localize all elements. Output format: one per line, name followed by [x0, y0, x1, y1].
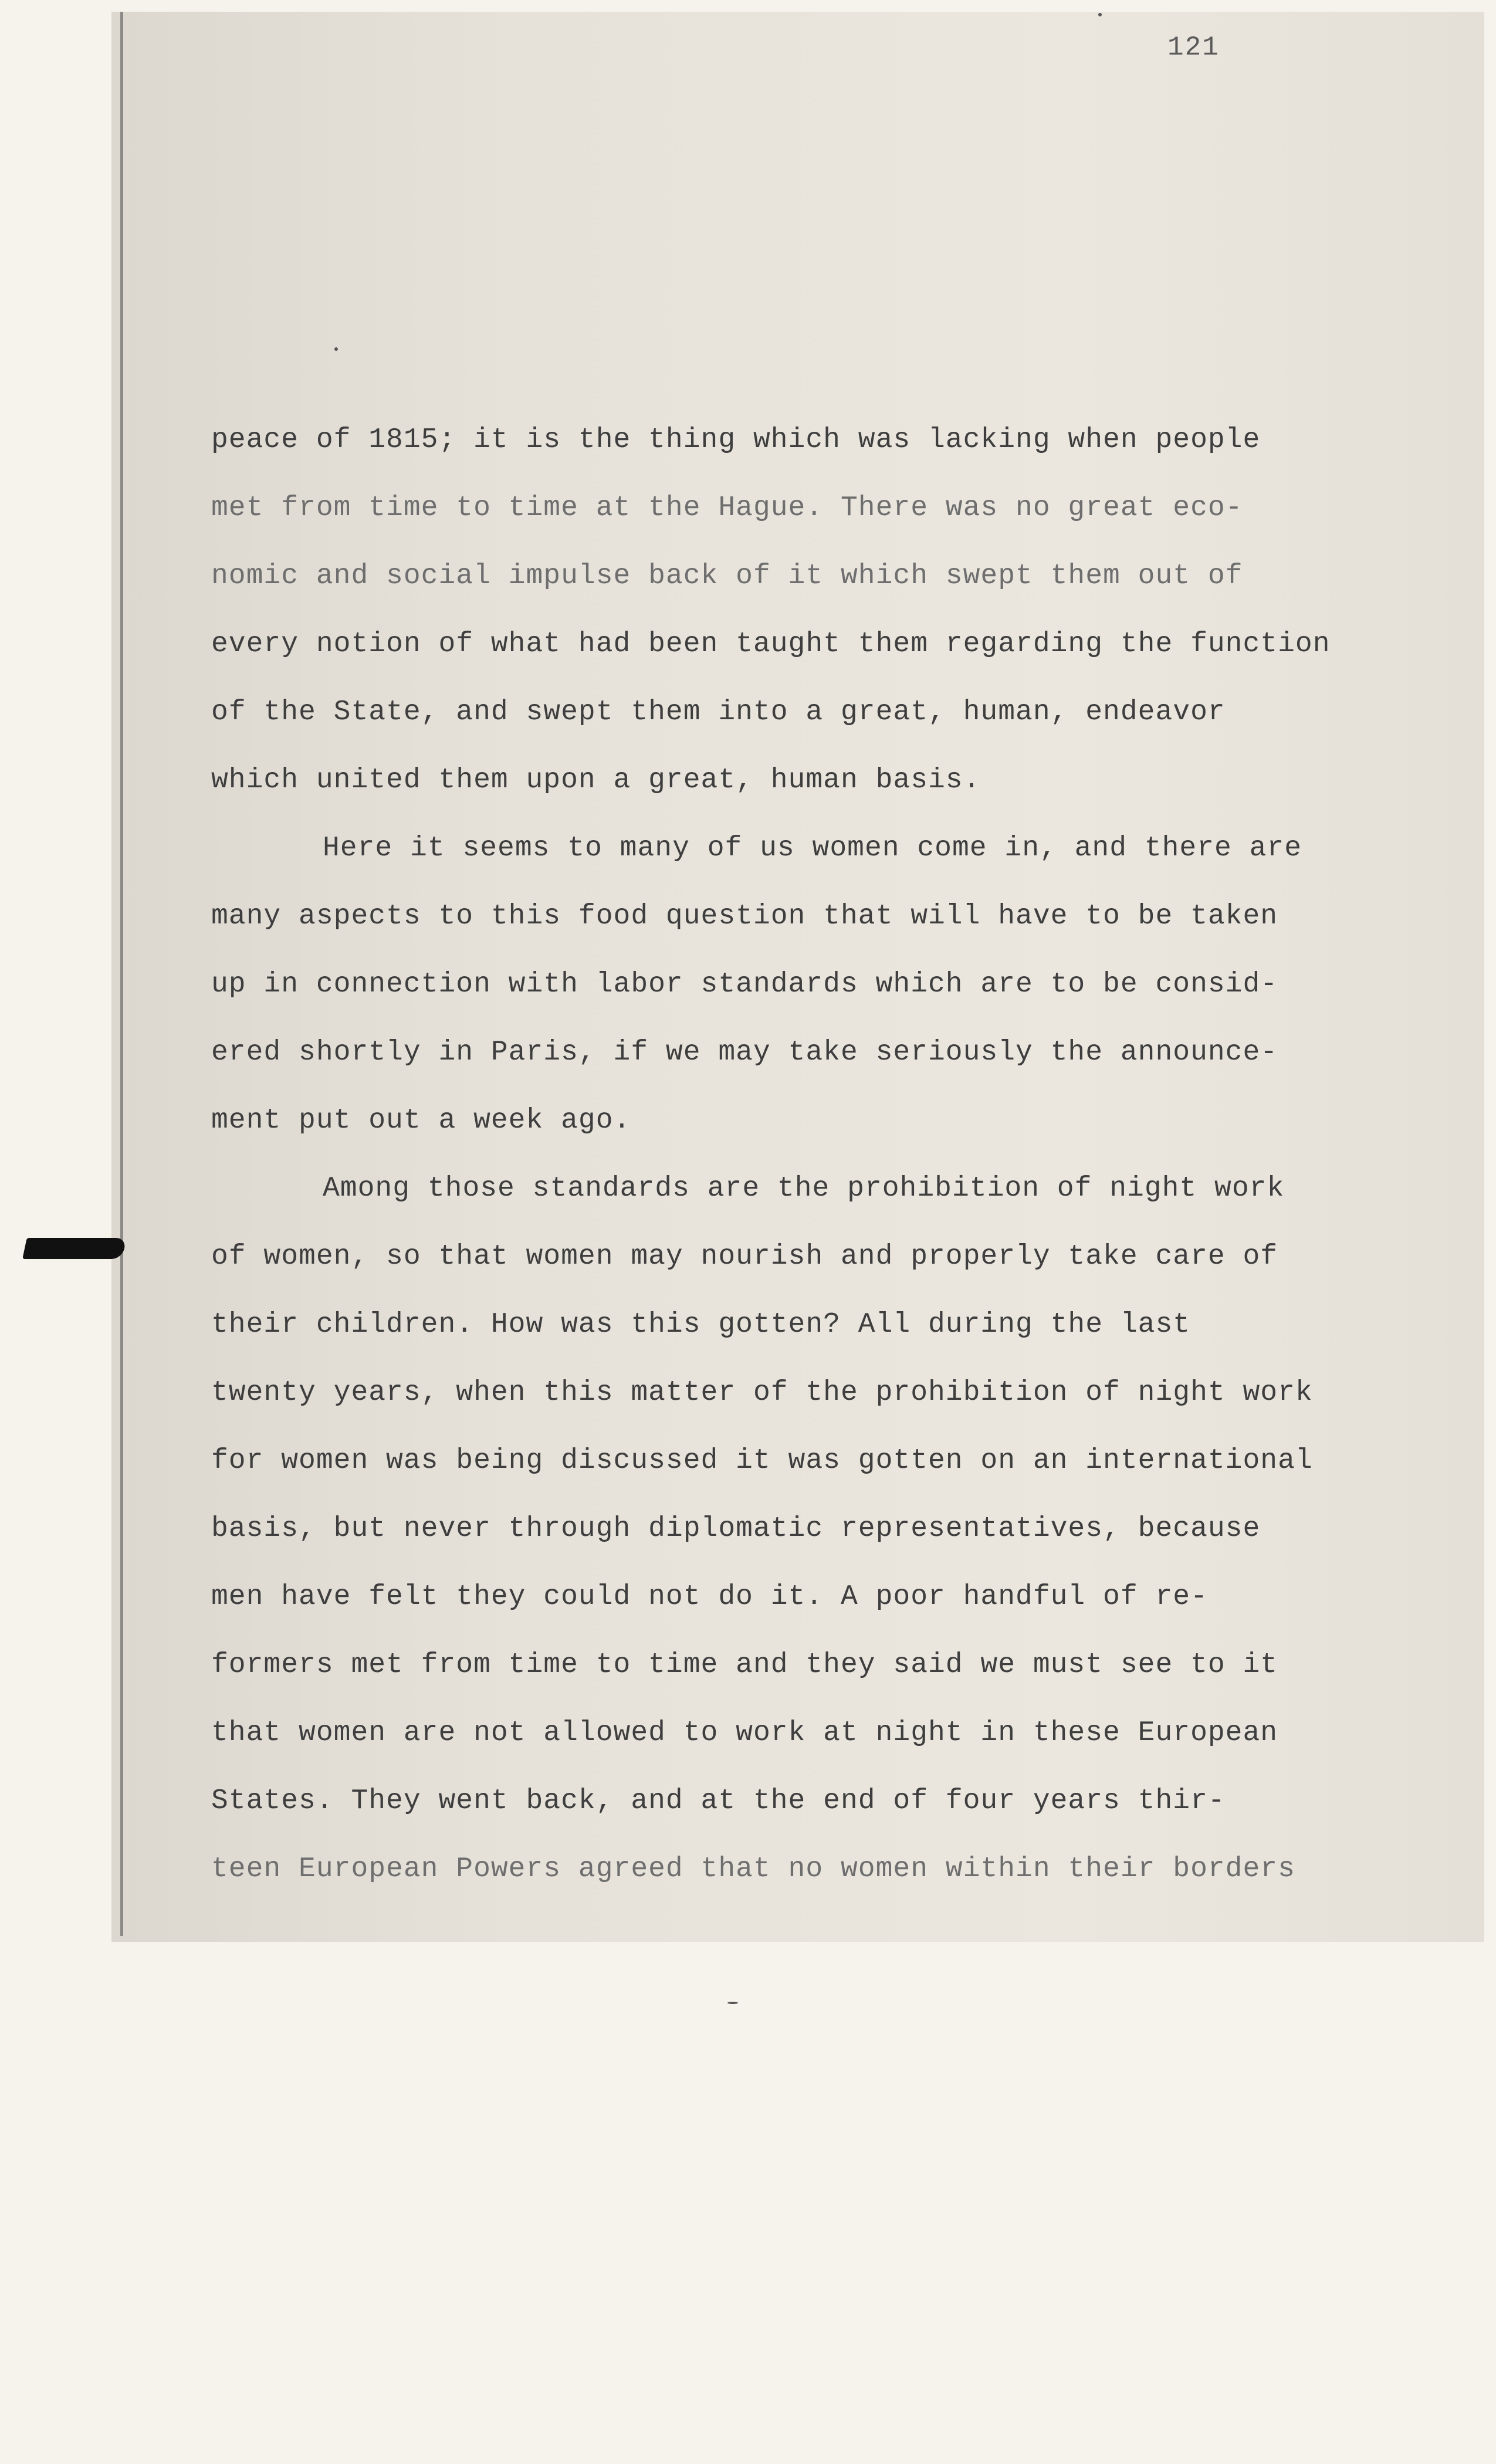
text-line: for women was being discussed it was gotten on an international: [211, 1445, 1313, 1477]
paragraph-start-line: Among those standards are the prohibition of night work: [323, 1173, 1285, 1204]
text-line: met from time to time at the Hague. There was no great eco-: [211, 492, 1243, 524]
body-text: [211, 406, 1373, 1903]
text-line: ered shortly in Paris, if we may take seriously the announce-: [211, 1037, 1278, 1068]
text-line: ment put out a week ago.: [211, 1105, 631, 1136]
paragraph-start-line: Here it seems to many of us women come in, and there are: [323, 832, 1302, 864]
text-line: nomic and social impulse back of it which swept them out of: [211, 560, 1243, 592]
text-line: basis, but never through diplomatic representatives, because: [211, 1513, 1261, 1545]
text-line: twenty years, when this matter of the prohibition of night work: [211, 1377, 1313, 1409]
text-line: many aspects to this food question that will have to be taken: [211, 901, 1278, 932]
text-line: States. They went back, and at the end of four years thir-: [211, 1785, 1226, 1817]
text-line: which united them upon a great, human basis.: [211, 764, 981, 796]
text-line: up in connection with labor standards which are to be consid-: [211, 969, 1278, 1000]
text-line: of the State, and swept them into a great, human, endeavor: [211, 696, 1226, 728]
binding-edge-line: [120, 12, 123, 1936]
text-line: formers met from time to time and they said we must see to it: [211, 1649, 1278, 1681]
text-line: teen European Powers agreed that no women within their borders: [211, 1853, 1295, 1885]
margin-tab-mark: [22, 1238, 127, 1259]
text-line: men have felt they could not do it. A poor handful of re-: [211, 1581, 1208, 1613]
ink-speck: [1098, 13, 1102, 16]
text-line: that women are not allowed to work at night in these European: [211, 1717, 1278, 1749]
page-number: 121: [1167, 32, 1220, 63]
text-line: peace of 1815; it is the thing which was lacking when people: [211, 424, 1261, 456]
text-line: of women, so that women may nourish and properly take care of: [211, 1241, 1278, 1272]
ink-speck: [334, 347, 338, 351]
text-line: every notion of what had been taught them regarding the function: [211, 628, 1331, 660]
ink-speck: [727, 2002, 738, 2004]
text-line: their children. How was this gotten? All during the last: [211, 1309, 1191, 1341]
